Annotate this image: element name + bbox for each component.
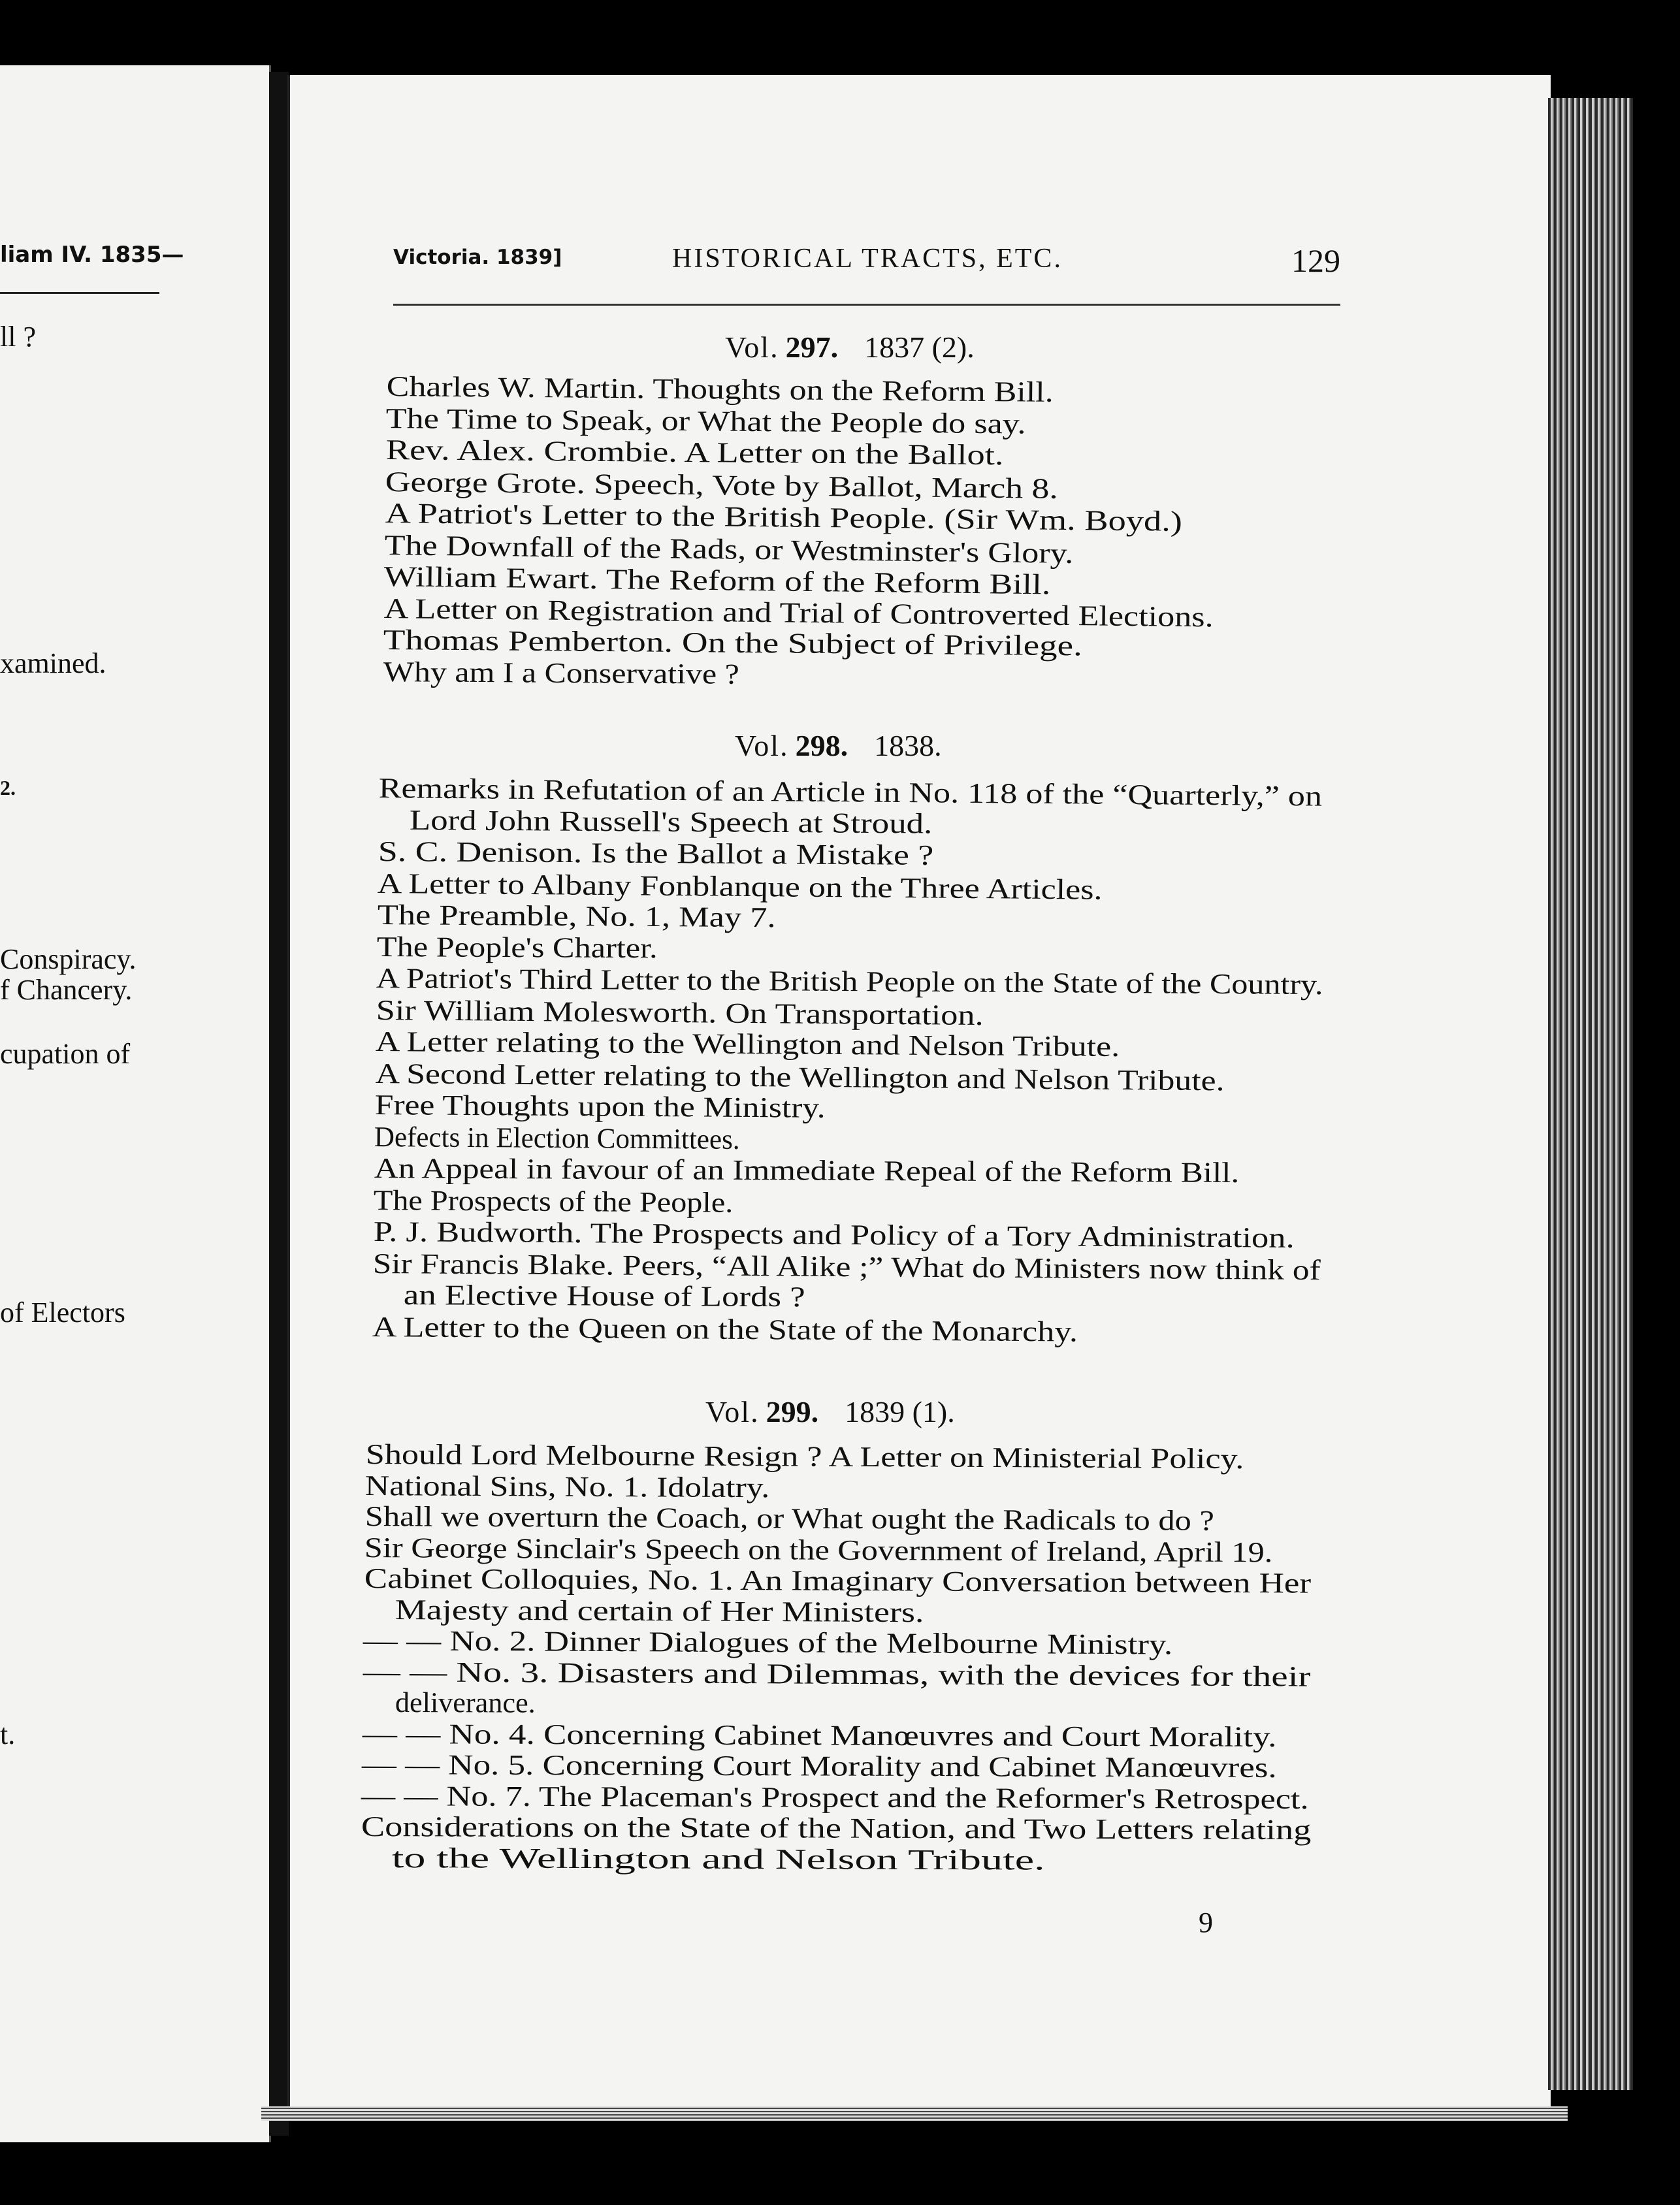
tract-entry: National Sins, No. 1. Idolatry. [365,1469,770,1504]
bottom-page-edges [261,2106,1568,2121]
volume-number: 298. [795,729,848,762]
tract-entry: Shall we overturn the Coach, or What ought the Radicals to do ? [364,1500,1214,1537]
left-fragment: of Electors [0,1296,125,1328]
volume-number: 297. [785,330,839,364]
left-fragment: f Chancery. [0,974,133,1006]
tract-entry: Lord John Russell's Speech at Stroud. [410,803,933,840]
volume-label: Vol. [735,729,789,762]
volume-heading [725,330,975,364]
tract-entry: William Ewart. The Reform of the Reform Bill. [383,560,1051,601]
tract-entry: — — No. 2. Dinner Dialogues of the Melbourne Ministry. [363,1624,1173,1661]
tract-entry: to the Wellington and Nelson Tribute. [392,1841,1045,1876]
tract-entry: Sir George Sinclair's Speech on the Government of Ireland, April 19. [364,1531,1273,1568]
tract-entry: Remarks in Refutation of an Article in No. 118 of the “Quarterly,” on [378,772,1323,813]
tract-entry: P. J. Budworth. The Prospects and Policy of a Tory Administration. [373,1215,1295,1254]
tract-entry: Sir Francis Blake. Peers, “All Alike ;” What do Ministers now think of [372,1247,1321,1286]
volume-label: Vol. [705,1395,760,1428]
volume-number: 299. [766,1395,819,1428]
tract-entry: an Elective House of Lords ? [404,1279,806,1313]
tract-entry: — — No. 7. The Placeman's Prospect and the Reformer's Retrospect. [361,1779,1310,1815]
head-rule [393,304,1340,306]
volume-year: 1839 (1). [845,1395,955,1428]
tract-entry: Charles W. Martin. Thoughts on the Reform Bill. [386,370,1054,408]
book-gutter [269,72,289,2136]
volume-label: Vol. [725,330,779,364]
left-fragment: 2. [0,776,16,799]
tract-entry: Thomas Pemberton. On the Subject of Privilege. [383,624,1083,662]
volume-year: 1838. [874,729,942,762]
tract-entry: A Letter relating to the Wellington and Nelson Tribute. [375,1025,1120,1063]
tract-entry: Sir William Molesworth. On Transportation. [376,993,984,1031]
tract-entry: Majesty and certain of Her Ministers. [395,1593,924,1628]
running-head [393,243,1340,282]
tract-entry: The Time to Speak, or What the People do say. [385,402,1027,440]
tract-entry: A Second Letter relating to the Wellington and Nelson Tribute. [375,1057,1225,1097]
signature-mark: 9 [1199,1907,1213,1939]
volume-heading [705,1394,955,1429]
tract-entry: — — No. 3. Disasters and Dilemmas, with the devices for their [363,1655,1311,1693]
running-head-title: HISTORICAL TRACTS, ETC. [672,244,1063,274]
page-edges [1548,98,1633,2090]
running-head-left: Victoria. 1839] [393,246,562,269]
tract-entry: A Patriot's Third Letter to the British People on the State of the Country. [376,962,1324,1001]
volume-heading [735,728,942,763]
tract-entry: The Prospects of the People. [373,1183,734,1219]
left-fragment: xamined. [0,647,106,679]
tract-entry: A Letter on Registration and Trial of Controverted Elections. [383,592,1214,633]
tract-entry: George Grote. Speech, Vote by Ballot, March 8. [385,465,1059,505]
left-head-rule [0,292,159,294]
tract-entry: deliverance. [395,1686,536,1719]
tract-entry: Cabinet Colloquies, No. 1. An Imaginary Conversation between Her [364,1562,1311,1600]
tract-entry: — — No. 4. Concerning Cabinet Manœuvres and Court Morality. [362,1717,1277,1753]
tract-entry: — — No. 5. Concerning Court Morality and Cabinet Manœuvres. [361,1748,1277,1784]
tract-entry: An Appeal in favour of an Immediate Repeal of the Reform Bill. [374,1152,1240,1189]
tract-entry: Why am I a Conservative ? [383,655,739,690]
tract-entry: Free Thoughts upon the Ministry. [374,1089,826,1124]
page-number: 129 [1291,242,1340,279]
tract-entry: The Downfall of the Rads, or Westminster's Glory. [384,528,1074,570]
left-fragment: Conspiracy. [0,943,137,975]
tract-entry: The People's Charter. [376,930,658,964]
left-running-head: liam IV. 1835— [0,242,184,268]
tract-entry: The Preamble, No. 1, May 7. [377,899,776,934]
left-fragment: ll ? [0,321,36,353]
volume-year: 1837 (2). [864,330,975,364]
tract-entry: Rev. Alex. Crombie. A Letter on the Ballot. [385,434,1004,472]
tract-entry: Defects in Election Committees. [374,1120,741,1155]
left-fragment: cupation of [0,1038,131,1070]
tract-entry: S. C. Denison. Is the Ballot a Mistake ? [378,835,934,871]
tract-entry: A Letter to Albany Fonblanque on the Three Articles. [377,867,1103,906]
tract-entry: Should Lord Melbourne Resign ? A Letter on Ministerial Policy. [365,1438,1244,1475]
left-page [0,65,271,2142]
tract-entry: A Letter to the Queen on the State of the Monarchy. [372,1310,1078,1348]
tract-entry: A Patriot's Letter to the British People. (Sir Wm. Boyd.) [385,497,1182,538]
left-fragment: t. [0,1718,16,1750]
tract-entry: Considerations on the State of the Nation, and Two Letters relating [361,1811,1312,1846]
